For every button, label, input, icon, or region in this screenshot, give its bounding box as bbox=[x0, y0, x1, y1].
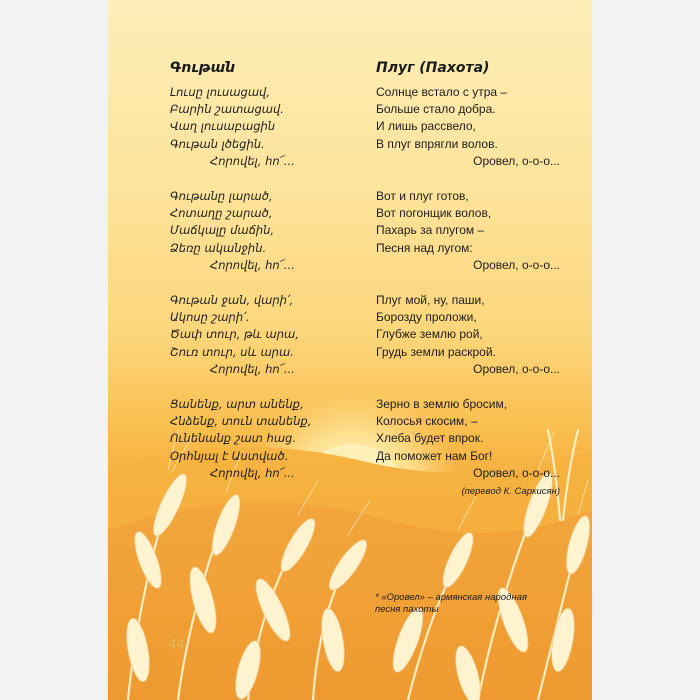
poem-line: Ակոսը շարի՛. bbox=[170, 310, 250, 325]
russian-poem-title: Плуг (Пахота) bbox=[376, 60, 490, 76]
poem-refrain: Оровел, о-о-о... bbox=[473, 465, 560, 480]
poem-line: Գութան լծեցին. bbox=[170, 136, 265, 151]
poem-line: Ծափ տուր, թև արա, bbox=[170, 327, 299, 342]
armenian-stanza-2 bbox=[170, 188, 370, 274]
poem-line: Пахарь за плугом – bbox=[376, 223, 485, 238]
poem-line: Վաղ լուսաբացին bbox=[170, 119, 276, 134]
poem-line: В плуг впрягли волов. bbox=[376, 136, 498, 151]
armenian-stanza-4 bbox=[170, 396, 370, 482]
poem-line: Ցանենք, արտ անենք, bbox=[170, 397, 304, 412]
poem-line: Глубже землю рой, bbox=[376, 327, 483, 342]
poem-line: Բարին շատացավ. bbox=[170, 102, 284, 117]
poem-line: Да поможет нам Бог! bbox=[376, 448, 493, 463]
footnote: * «Оровел» – армянская народная песня пахоты bbox=[375, 592, 527, 615]
poem-line: Вот погонщик волов, bbox=[376, 206, 492, 221]
book-page bbox=[108, 0, 592, 700]
russian-stanza-4 bbox=[376, 396, 582, 482]
poem-line: Борозду проложи, bbox=[376, 310, 477, 325]
translation-credit: (перевод К. Саркисян) bbox=[461, 486, 560, 498]
russian-stanza-1 bbox=[376, 84, 582, 170]
russian-poem-column bbox=[376, 58, 582, 497]
poem-refrain: Оровел, о-о-о... bbox=[473, 153, 560, 168]
poem-line: Լուսը լուսացավ, bbox=[170, 85, 270, 99]
poem-refrain: Հորովել, հո՜... bbox=[210, 257, 295, 272]
armenian-poem-column bbox=[170, 58, 370, 500]
poem-refrain: Оровел, о-о-о... bbox=[473, 257, 560, 272]
poem-line: Հոտաղը շարած, bbox=[170, 206, 273, 221]
armenian-stanza-1 bbox=[170, 84, 370, 170]
poem-line: И лишь рассвело, bbox=[376, 119, 476, 134]
poem-refrain: Оровел, о-о-о... bbox=[473, 361, 560, 376]
armenian-stanza-3 bbox=[170, 292, 370, 378]
russian-stanza-2 bbox=[376, 188, 582, 274]
russian-stanza-3 bbox=[376, 292, 582, 378]
poem-line: Մաճկալը մաճին, bbox=[170, 223, 275, 238]
poem-line: Գութան ջան, վարի՛, bbox=[170, 293, 294, 308]
poem-line: Грудь земли раскрой. bbox=[376, 344, 496, 359]
poem-line: Գութանը լարած, bbox=[170, 189, 273, 204]
poem-line: Песня над лугом: bbox=[376, 240, 473, 255]
poem-line: Ձեռը ականջին. bbox=[170, 240, 267, 255]
poem-line: Колосья скосим, – bbox=[376, 414, 478, 429]
poem-line: Плуг мой, ну, паши, bbox=[376, 293, 485, 308]
poem-line: Солнце встало с утра – bbox=[376, 85, 508, 99]
poem-line: Вот и плуг готов, bbox=[376, 189, 469, 204]
armenian-poem-title: Գութան bbox=[170, 60, 236, 76]
poem-line: Больше стало добра. bbox=[376, 102, 496, 117]
poem-refrain: Հորովել, հո՜... bbox=[210, 153, 295, 168]
poem-refrain: Հորովել, հո՜... bbox=[210, 361, 295, 376]
poem-line: Շուռ տուր, սև արա. bbox=[170, 344, 294, 359]
poem-line: Хлеба будет впрок. bbox=[376, 431, 484, 446]
poem-refrain: Հորովել, հո՜... bbox=[210, 465, 295, 480]
poem-line: Օրհնյալ է Աստված. bbox=[170, 448, 289, 463]
poem-line: Հնձենք, տուն տանենք, bbox=[170, 414, 312, 429]
poem-line: Зерно в землю бросим, bbox=[376, 397, 508, 412]
page-number: 44 bbox=[168, 636, 185, 653]
poem-line: Ունենանք շատ հաց. bbox=[170, 431, 296, 446]
